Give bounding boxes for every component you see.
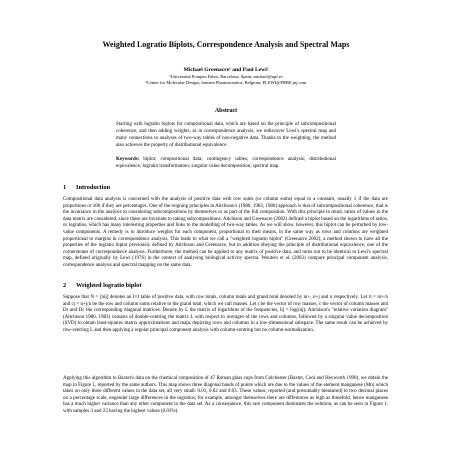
- section-1-text: Compositional data analysis is concerned with the analysis of positive data with row sums (or column sums) equal to a constant, usually 1 if the data are proportions or 100 if they are percentages. One of the reigning principles in Aitchison's (1980, 1983, 1986) approach is that of subcompositional coherence, that is the invariance in the analysis to considering subcompositions by themselves or as part of the full composition. With this principle in mind, ratios of values in the data matrix are considered, since these are invariant to taking subcompositions. Aitchison and Greenacre (2002) defined a biplot based on the logarithms of ratios, or logratios, which has many interesting properties and links to the modelling of two-way tables. As we will show, however, this biplot can be perturbed by low-value components. A remedy is to introduce weights for each component, proportional to their means, in the same way as rows and columns are weighted proportional to margins in correspondence analysis. This leads to what we call a "weighted logratio biplot" (Greenacre 2002), a method shown to have all the properties of the logratio biplot previously defined by Aitchison and Greenacre, but in addition obeying the principle of distributional equivalence, one of the cornerstones of correspondence analysis. Furthermore, the method can be applied to any matrix of positive data, and turns out to be identical to Lewi's spectral map, defined originally by Lewi (1976) in the context of analysing biological activity spectra. Wouters et al. (2003) compare principal component analysis, correspondence analysis and spectral mapping on the same data.: [63, 197, 388, 268]
- section-2-title: Weighted logratio biplot: [76, 282, 142, 289]
- affiliation-1: ¹Universitat Pompeu Fabra, Barcelona, Spain; michael@upf.es: [169, 74, 283, 79]
- keywords-list: biplot; compositional data; contingency tables; correspondence analysis; distributional equivalence; logratio transformation; singular value decomposition; spectral map.: [116, 157, 336, 169]
- section-2-heading: [63, 282, 141, 290]
- affiliations: [0, 74, 452, 85]
- paper-title: Weighted Logratio Biplots, Correspondence Analysis and Spectral Maps: [102, 40, 350, 49]
- section-2-number: 2: [63, 282, 67, 289]
- abstract-heading: Abstract: [214, 108, 238, 114]
- section-2-paragraph-2: Applying this algorithm to Baxter's data on the chemical composition of 47 Roman glass cups from Colchester (Baxter, Cool and Heyworth 1990), we obtain the map in Figure 1, reported by the same authors. This map shows three diagonal bands of points which are due to the values of the element manganese (Mn) which takes on only three different values in the data set, all very small: 0.01, 0.02 and 0.03. These values, reported (and presumably measured) to two decimal places on a percentage scale, engender large differences in the logratios; for example, amongst themselves there are differences as high as threefold, hence manganese has a much higher variance than any other component in the data set. As a consequence, this rare component dominates the solution, as can be seen in Figure 1, with samples 3 and 23 having the highest values (0.03%).: [63, 376, 388, 414]
- section-1-title: Introduction: [76, 184, 111, 191]
- author-line: Michael Greenacre¹ and Paul Lewi²: [183, 67, 269, 73]
- section-2-paragraph-1: Suppose that N = [nij] denotes an I×J table of positive data, with row totals, column totals and grand total denoted by ni+, n+j and n respectively. Let ri = ni+/n and cj = n+j/n be the row and column sums relative to the grand total, which we call masses. Let r be the vector of row masses, c the vector of column masses and Dr and Dc the corresponding diagonal matrices. Denote by L the matrix of logarithms of the frequencies, lij = log(nij). Aitchison's "relative variation diagram" (Aitchison 1980, 1983) consists of double-centring the matrix L with respect to averages of the rows and columns, followed by a singular value decomposition (SVD) to obtain least-squares matrix approximations and maps depicting rows and columns in a low-dimensional subspace. The same result can be achieved by row-centring L and then applying a regular principal component analysis with column-centring but no column-normalization.: [63, 295, 388, 333]
- keywords-label: Keywords:: [116, 157, 140, 162]
- abstract-text: Starting with logratio biplots for compositional data, which are based on the principle of subcompositional coherence, and then adding weights, as in correspondence analysis, we rediscover Lewi's spectral map and many connections to analyses of two-way tables of non-negative data. Thanks to the weighting, the method also achieves the property of distributional equivalence.: [116, 122, 336, 148]
- keywords: [116, 156, 336, 170]
- section-1-heading: [63, 184, 110, 192]
- affiliation-2: ²Center for Molecular Design, Janssen Pharmaceutica, Belgium; PLEWI@PRBE.jnj.com: [145, 79, 307, 85]
- section-1-number: 1: [63, 184, 67, 191]
